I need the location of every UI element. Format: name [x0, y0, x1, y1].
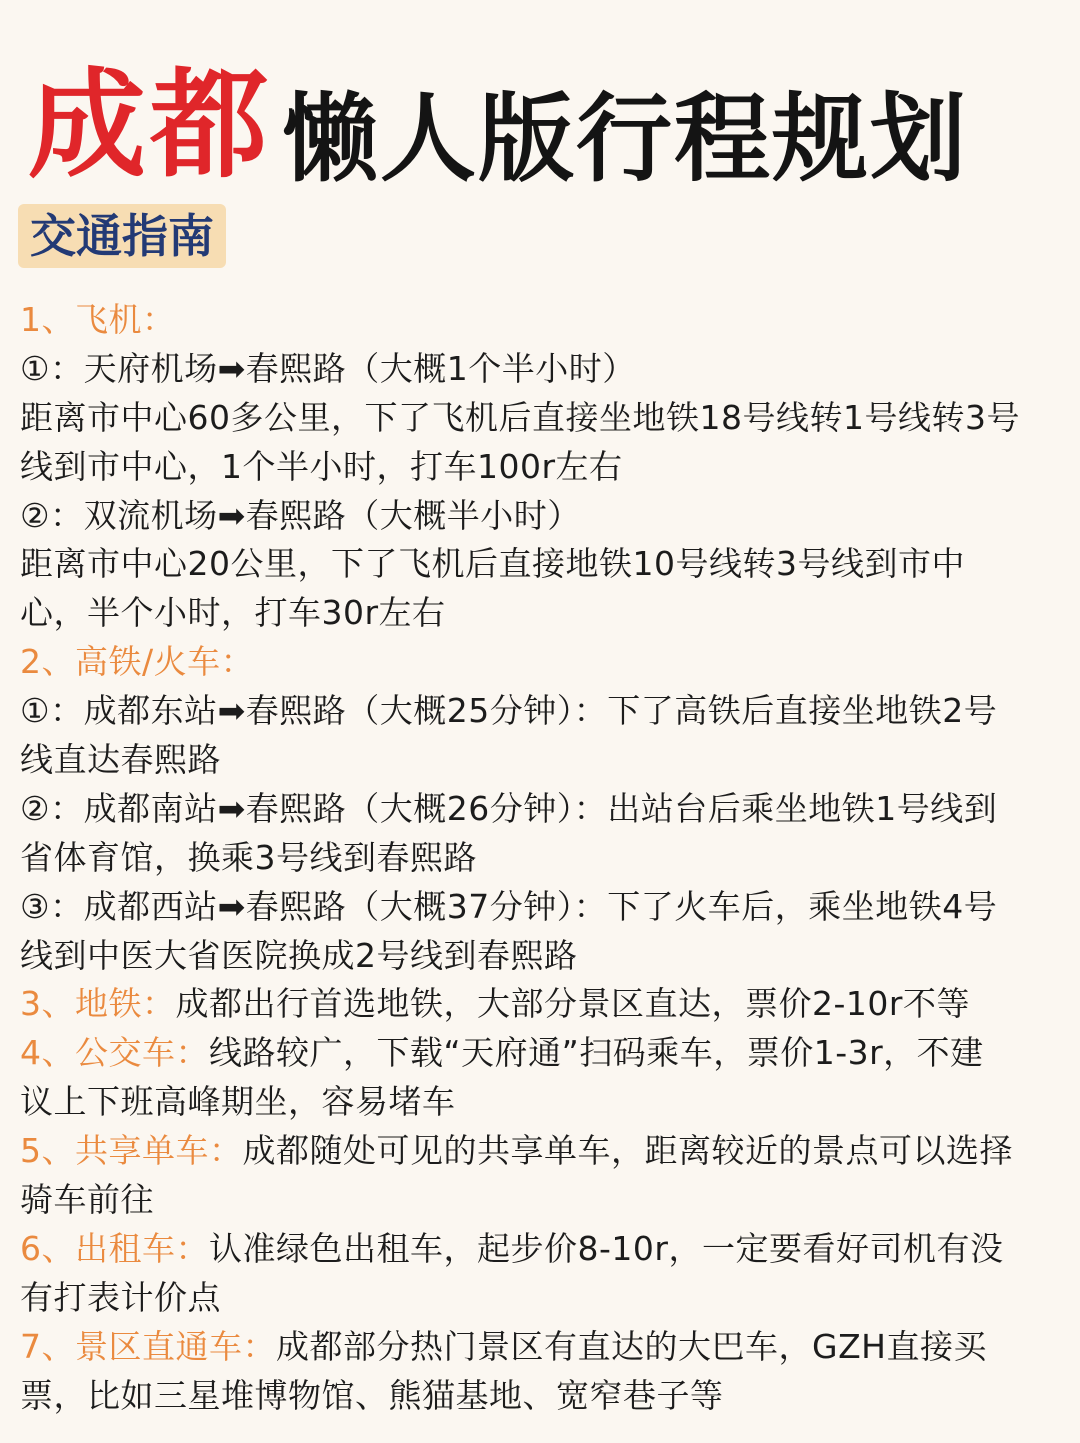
- title-rest: 懒人版行程规划: [282, 82, 969, 195]
- heading-text: 6、出租车：: [20, 1228, 209, 1268]
- body-text: 票，比如三星堆博物馆、熊猫基地、宽窄巷子等: [20, 1375, 724, 1415]
- line-8: [20, 638, 1065, 687]
- heading-text: 1、飞机：: [20, 300, 176, 339]
- line-21: [20, 1274, 1065, 1323]
- line-14: [20, 932, 1065, 981]
- content: [20, 296, 1065, 1420]
- body-text: 成都随处可见的共享单车，距离较近的景点可以选择: [242, 1131, 1013, 1171]
- body-text: 线直达春熙路: [20, 740, 221, 780]
- section-badge: 交通指南: [18, 204, 226, 268]
- line-22: [20, 1323, 1065, 1372]
- body-text: 认准绿色出租车，起步价8-10r，一定要看好司机有没: [209, 1228, 1004, 1268]
- body-text: 骑车前往: [20, 1180, 154, 1220]
- line-6: [20, 540, 1065, 589]
- body-text: 线到市中心，1个半小时，打车100r左右: [20, 446, 623, 486]
- body-text: 距离市中心60多公里，下了飞机后直接坐地铁18号线转1号线转3号: [20, 397, 1020, 437]
- line-4: [20, 443, 1065, 492]
- body-text: ①：天府机场➡春熙路（大概1个半小时）: [20, 348, 636, 388]
- body-text: 线路较广，下载“天府通”扫码乘车，票价1-3r，不建: [209, 1033, 984, 1073]
- body-text: ①：成都东站➡春熙路（大概25分钟）：下了高铁后直接坐地铁2号: [20, 691, 998, 731]
- line-17: [20, 1078, 1065, 1127]
- line-2: [20, 345, 1065, 394]
- line-7: [20, 589, 1065, 638]
- heading-text: 3、地铁：: [20, 984, 176, 1024]
- heading-text: 5、共享单车：: [20, 1131, 243, 1171]
- line-12: [20, 834, 1065, 883]
- body-text: 有打表计价点: [20, 1277, 221, 1317]
- page-title: [28, 30, 1068, 195]
- line-23: [20, 1372, 1065, 1421]
- body-text: 成都出行首选地铁，大部分景区直达，票价2-10r不等: [175, 984, 970, 1024]
- body-text: 议上下班高峰期坐，容易堵车: [20, 1082, 456, 1122]
- line-13: [20, 883, 1065, 932]
- line-10: [20, 736, 1065, 785]
- body-text: ③：成都西站➡春熙路（大概37分钟）：下了火车后，乘坐地铁4号: [20, 886, 998, 926]
- body-text: 成都部分热门景区有直达的大巴车，GZH直接买: [276, 1326, 987, 1366]
- heading-text: 7、景区直通车：: [20, 1326, 276, 1366]
- line-3: [20, 394, 1065, 443]
- line-1: [20, 296, 1065, 345]
- line-15: [20, 980, 1065, 1029]
- body-text: 线到中医大省医院换成2号线到春熙路: [20, 935, 578, 975]
- line-19: [20, 1176, 1065, 1225]
- body-text: ②：成都南站➡春熙路（大概26分钟）：出站台后乘坐地铁1号线到: [20, 788, 998, 828]
- line-5: [20, 492, 1065, 541]
- line-11: [20, 785, 1065, 834]
- body-text: 心，半个小时，打车30r左右: [20, 593, 446, 633]
- line-18: [20, 1127, 1065, 1176]
- heading-text: 2、高铁/火车：: [20, 642, 255, 682]
- body-text: 省体育馆，换乘3号线到春熙路: [20, 837, 477, 877]
- line-9: [20, 687, 1065, 736]
- line-20: [20, 1225, 1065, 1274]
- body-text: ②：双流机场➡春熙路（大概半小时）: [20, 495, 581, 535]
- heading-text: 4、公交车：: [20, 1033, 209, 1073]
- title-highlight: 成都: [28, 55, 273, 194]
- line-16: [20, 1029, 1065, 1078]
- body-text: 距离市中心20公里，下了飞机后直接地铁10号线转3号线到市中: [20, 544, 965, 584]
